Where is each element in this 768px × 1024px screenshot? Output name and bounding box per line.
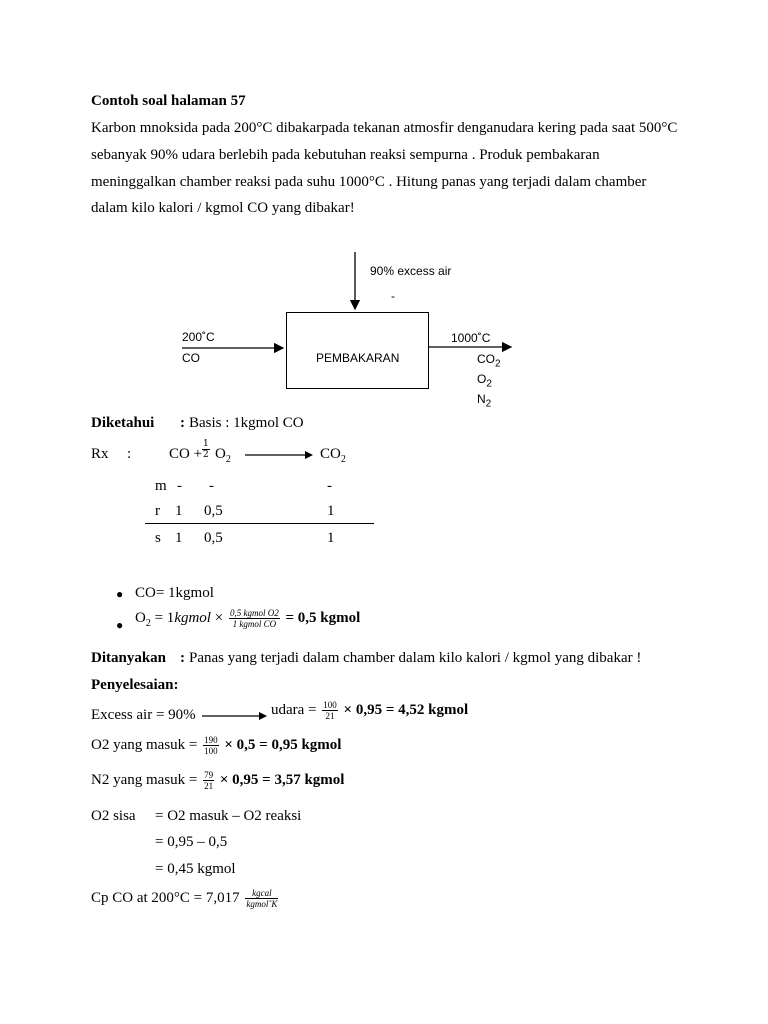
reaction-label: Rx — [91, 446, 109, 462]
bullet-co: CO= 1kgmol — [135, 585, 214, 601]
solution-label: Penyelesaian: — [91, 677, 179, 693]
paragraph-line-3: meninggalkan chamber reaksi pada suhu 1000°C . Hitung panas yang terjadi dalam chamber — [91, 174, 647, 190]
table-row-label: m — [155, 478, 167, 494]
reaction-reactant-o2: $O_2$ — [215, 446, 231, 465]
feed-species: CO — [182, 351, 200, 365]
product-n2: $N_2$ — [477, 392, 492, 410]
table-row-label: s — [155, 530, 161, 546]
o2-remaining-line-2: = 0,95 – 0,5 — [155, 834, 228, 850]
bullet-o2-equation: $O_2$ = 1kgmol × $\frac{\text{0,5 kgmol O2}}{\text{1 kgmol CO}}$ = 0,5 kgmol — [135, 608, 361, 629]
table-cell: 1 — [175, 530, 183, 546]
excess-air-arrow — [201, 709, 269, 723]
air-amount-equation: udara = $\frac{100}{21}$ × 0,95 = 4,52 kgmol — [271, 700, 469, 721]
excess-air-line: Excess air = 90% — [91, 707, 196, 723]
table-cell: 0,5 — [204, 530, 223, 546]
o2-in-equation: O2 yang masuk = $\frac{190}{100}$ × 0,5 = 0,95 kgmol — [91, 735, 342, 756]
reaction-product-co2: $CO_2$ — [320, 446, 346, 465]
paragraph-line-1: Karbon mnoksida pada 200°C dibakarpada tekanan atmosfir denganudara kering pada saat 500°C — [91, 120, 678, 136]
product-temperature: 1000˚C — [451, 331, 491, 345]
chamber-label: PEMBAKARAN — [316, 351, 400, 365]
reaction-half-fraction: $\frac{1}{2}$ — [203, 439, 209, 460]
table-cell: - — [177, 478, 182, 494]
bullet-dot: ● — [116, 587, 124, 601]
page-heading: Contoh soal halaman 57 — [91, 93, 246, 109]
asked-label: Ditanyakan — [91, 650, 167, 666]
reaction-arrow — [243, 448, 315, 462]
table-divider — [145, 523, 374, 524]
cp-co-equation: Cp CO at 200°C = 7,017 $\frac{\text{kgcal}}{\text{kgmol˚K}}$ — [91, 888, 278, 909]
table-cell: 0,5 — [204, 503, 223, 519]
paragraph-line-4: dalam kilo kalori / kgmol CO yang dibakar! — [91, 200, 355, 216]
excess-air-dash: - — [391, 289, 395, 303]
paragraph-line-2: sebanyak 90% udara berlebih pada kebutuhan reaksi sempurna . Produk pembakaran — [91, 147, 600, 163]
given-label: Diketahui — [91, 415, 155, 431]
table-cell: 1 — [327, 503, 335, 519]
table-cell: 1 — [327, 530, 335, 546]
reaction-colon: : — [127, 446, 132, 462]
feed-temperature: 200˚C — [182, 330, 215, 344]
o2-remaining-line-3: = 0,45 kgmol — [155, 861, 236, 877]
table-row-label: r — [155, 503, 160, 519]
product-o2: $O_2$ — [477, 372, 492, 390]
o2-remaining-label: O2 sisa — [91, 808, 136, 824]
reaction-reactant-co: CO + — [169, 446, 203, 462]
bullet-dot: ● — [116, 618, 124, 632]
excess-air-label: 90% excess air — [370, 264, 452, 278]
given-colon: : — [180, 415, 185, 431]
n2-in-equation: N2 yang masuk = $\frac{79}{21}$ × 0,95 = 3,57 kgmol — [91, 770, 345, 791]
table-cell: - — [209, 478, 214, 494]
o2-remaining-line-1: = O2 masuk – O2 reaksi — [155, 808, 302, 824]
given-text: Basis : 1kgmol CO — [189, 415, 304, 431]
asked-text: Panas yang terjadi dalam chamber dalam kilo kalori / kgmol yang dibakar ! — [189, 650, 642, 666]
table-cell: 1 — [175, 503, 183, 519]
product-co2: $CO_2$ — [477, 352, 501, 370]
asked-colon: : — [180, 650, 185, 666]
table-cell: - — [327, 478, 332, 494]
